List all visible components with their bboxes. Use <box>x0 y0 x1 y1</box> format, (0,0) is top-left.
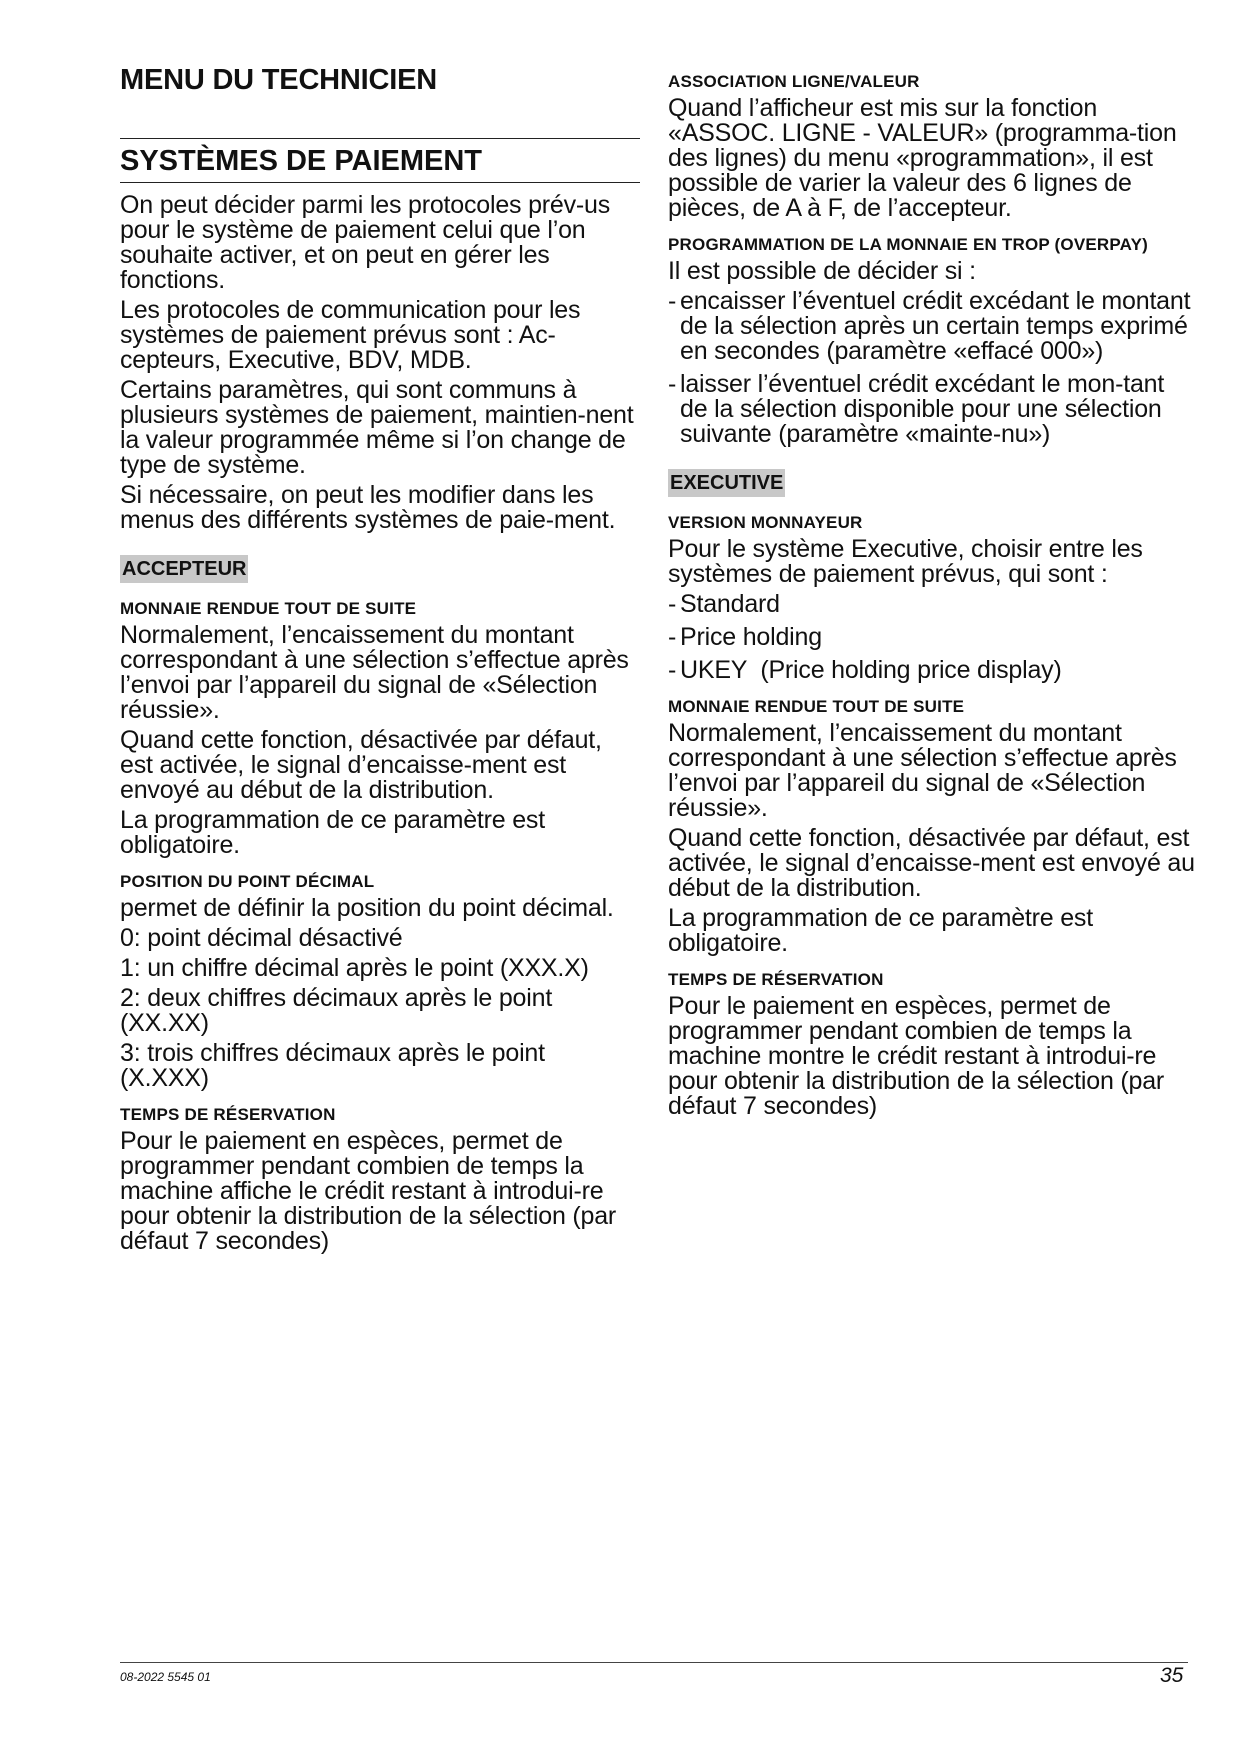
dash-bullet: - <box>668 656 677 684</box>
dash-bullet: - <box>668 590 677 618</box>
section-title: SYSTÈMES DE PAIEMENT <box>120 138 640 183</box>
list-item <box>668 289 1198 364</box>
intro-paragraph: Les protocoles de communication pour les systèmes de paiement prévus sont : Ac-cepteurs, Executive, BDV, MDB. <box>120 296 581 374</box>
paragraph: Pour le paiement en espèces, permet de programmer pendant combien de temps la machine montre le crédit restant à introdui-re pour obtenir la distribution de la sélection (par défaut 7 secondes) <box>668 992 1165 1120</box>
paragraph: Quand cette fonction, désactivée par défaut, est activée, le signal d’encaisse-ment est envoyé au début de la distribution. <box>668 824 1195 902</box>
paragraph: Pour le paiement en espèces, permet de programmer pendant combien de temps la machine affiche le crédit restant à introdui-re pour obtenir la distribution de la sélection (par défaut 7 secondes) <box>120 1127 617 1255</box>
position-point-heading: POSITION DU POINT DÉCIMAL <box>120 872 375 891</box>
list-item <box>668 372 1198 447</box>
paragraph: Pour le système Executive, choisir entre les systèmes de paiement prévus, qui sont : <box>668 535 1143 588</box>
page-number: 35 <box>1160 1664 1184 1687</box>
association-heading: ASSOCIATION LIGNE/VALEUR <box>668 72 920 91</box>
paragraph: Quand cette fonction, désactivée par défaut, est activée, le signal d’encaisse-ment est envoyé au début de la distribution. <box>120 726 602 804</box>
overpay-heading: PROGRAMMATION DE LA MONNAIE EN TROP (OVERPAY) <box>668 235 1148 254</box>
paragraph: 1: un chiffre décimal après le point (XXX.X) <box>120 954 589 982</box>
list-item <box>668 592 1198 617</box>
dash-bullet: - <box>668 287 677 315</box>
intro-paragraph: Si nécessaire, on peut les modifier dans les menus des différents systèmes de paie-ment. <box>120 481 616 534</box>
executive-heading: EXECUTIVE <box>668 469 785 497</box>
monnaie-rendue-heading: MONNAIE RENDUE TOUT DE SUITE <box>668 697 965 716</box>
intro-paragraph: On peut décider parmi les protocoles prév-us pour le système de paiement celui que l’on souhaite activer, et on peut en gérer les fonctions. <box>120 191 611 294</box>
paragraph: La programmation de ce paramètre est obligatoire. <box>120 806 545 859</box>
list-item-text: encaisser l’éventuel crédit excédant le montant de la sélection après un certain temps exprimé en secondes (paramètre «effacé 000») <box>680 287 1191 365</box>
temps-reservation-heading: TEMPS DE RÉSERVATION <box>668 970 884 989</box>
paragraph: 0: point décimal désactivé <box>120 924 403 952</box>
monnaie-rendue-heading: MONNAIE RENDUE TOUT DE SUITE <box>120 599 417 618</box>
list-item <box>668 658 1198 683</box>
left-column <box>120 138 640 1259</box>
paragraph: 2: deux chiffres décimaux après le point (XX.XX) <box>120 984 553 1037</box>
paragraph: La programmation de ce paramètre est obligatoire. <box>668 904 1093 957</box>
list-item-text: UKEY (Price holding price display) <box>680 656 1062 684</box>
dash-bullet: - <box>668 623 677 651</box>
paragraph: Il est possible de décider si : <box>668 257 976 285</box>
list-item-text: Price holding <box>680 623 822 651</box>
paragraph: Normalement, l’encaissement du montant correspondant à une sélection s’effectue après l’envoi par l’appareil du signal de «Sélection réussie». <box>120 621 629 724</box>
list-item-text: laisser l’éventuel crédit excédant le mon-tant de la sélection disponible pour une sélection suivante (paramètre «mainte-nu») <box>680 370 1165 448</box>
temps-reservation-heading: TEMPS DE RÉSERVATION <box>120 1105 336 1124</box>
paragraph: Normalement, l’encaissement du montant correspondant à une sélection s’effectue après l’envoi par l’appareil du signal de «Sélection réussie». <box>668 719 1177 822</box>
list-item <box>668 625 1198 650</box>
paragraph: Quand l’afficheur est mis sur la fonction «ASSOC. LIGNE - VALEUR» (programma-tion des lignes) du menu «programmation», il est possible de varier la valeur des 6 lignes de pièces, de A à F, de l’accepteur. <box>668 94 1177 222</box>
dash-bullet: - <box>668 370 677 398</box>
footer-divider <box>120 1662 1188 1663</box>
document-code: 08-2022 5545 01 <box>120 1670 211 1684</box>
version-monnayeur-heading: VERSION MONNAYEUR <box>668 513 863 532</box>
list-item-text: Standard <box>680 590 780 618</box>
paragraph: 3: trois chiffres décimaux après le point (X.XXX) <box>120 1039 545 1092</box>
intro-paragraph: Certains paramètres, qui sont communs à plusieurs systèmes de paiement, maintien-nent la valeur programmée même si l’on change de type de système. <box>120 376 634 479</box>
accepteur-heading: ACCEPTEUR <box>120 555 248 583</box>
paragraph: permet de définir la position du point décimal. <box>120 894 614 922</box>
right-column <box>668 72 1198 1124</box>
page-title: MENU DU TECHNICIEN <box>120 64 438 96</box>
